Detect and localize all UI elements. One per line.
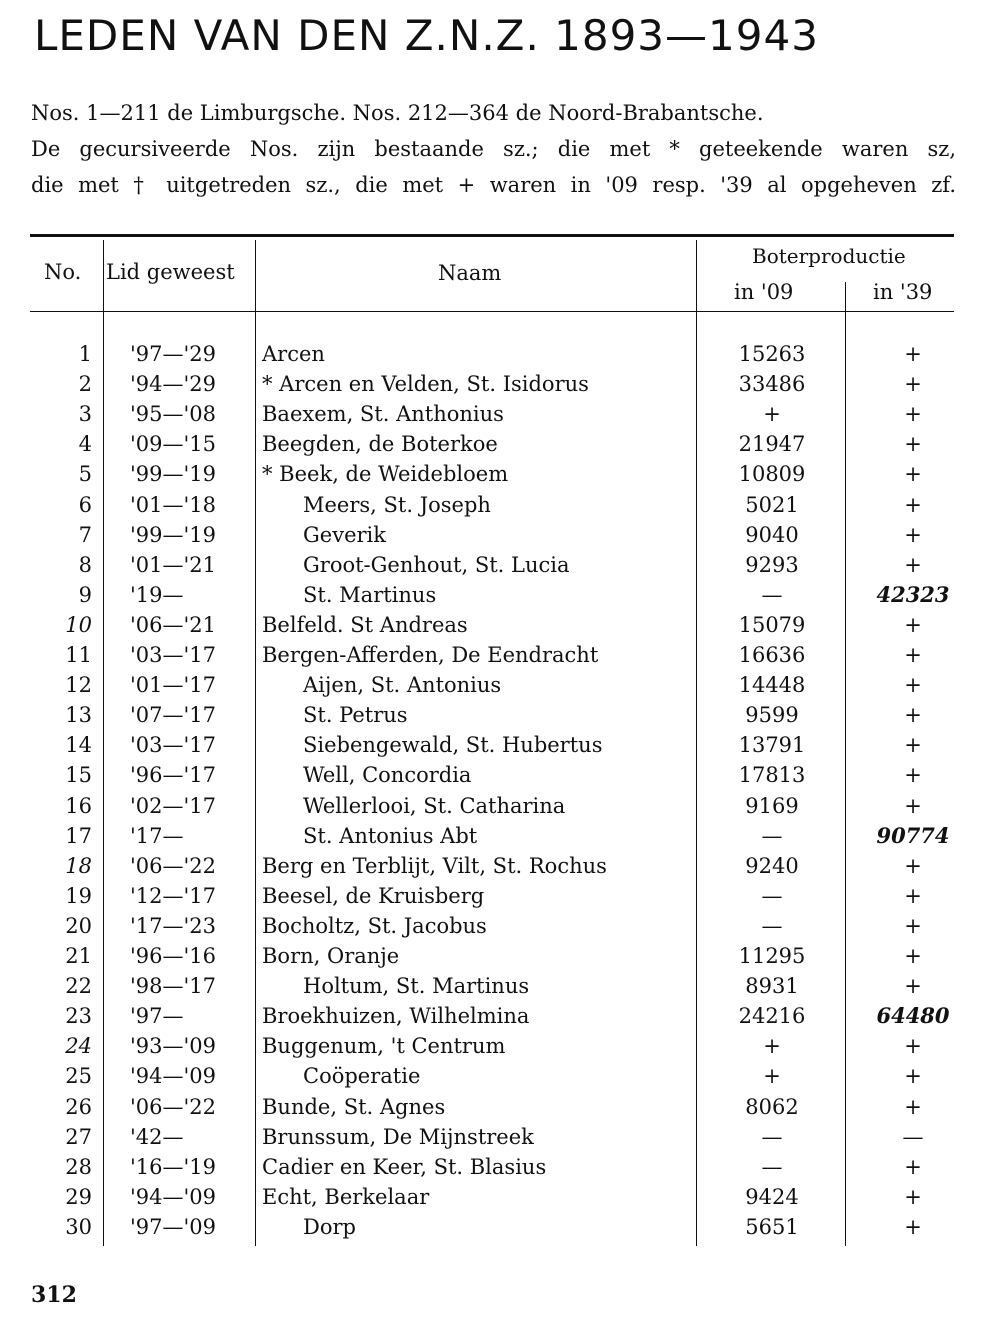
row-boter-39: +: [904, 612, 922, 637]
row-boter-09: 14448: [738, 673, 806, 698]
row-boter-09: 8931: [745, 974, 799, 999]
row-lid-geweest: '94—'09: [130, 1064, 216, 1089]
row-boter-09: —: [761, 582, 783, 607]
table-row: [0, 1182, 990, 1212]
row-naam: Geverik: [303, 522, 386, 547]
row-boter-39: +: [904, 342, 922, 366]
row-lid-geweest: '94—'29: [130, 372, 216, 397]
table-row: [0, 1031, 990, 1061]
intro-line-2: De gecursiveerde Nos. zijn bestaande sz.; die met * geteekende waren sz,: [31, 137, 956, 161]
table-row: [0, 760, 990, 790]
row-lid-geweest: '06—'22: [130, 1094, 216, 1119]
table-row: [0, 580, 990, 610]
row-boter-09: 16636: [738, 643, 806, 667]
row-boter-39: +: [904, 552, 922, 577]
row-boter-39: +: [904, 643, 922, 667]
intro-line-3: die met † uitgetreden sz., die met + waren in '09 resp. '39 al opgeheven zf.: [31, 173, 956, 197]
row-boter-39: 42323: [876, 581, 950, 607]
row-lid-geweest: '98—'17: [130, 974, 216, 999]
row-number: 30: [65, 1214, 92, 1239]
row-boter-09: 8062: [745, 1094, 799, 1119]
row-naam: St. Petrus: [303, 703, 408, 728]
row-boter-09: 9424: [745, 1184, 799, 1209]
row-number: 29: [65, 1184, 92, 1209]
row-boter-39: +: [904, 402, 922, 427]
row-lid-geweest: '16—'19: [130, 1154, 216, 1179]
row-boter-39: +: [904, 733, 922, 758]
row-boter-09: 13791: [738, 733, 806, 758]
row-boter-39: +: [904, 913, 922, 938]
row-boter-39: +: [904, 673, 922, 698]
table-row: [0, 911, 990, 941]
row-naam: St. Martinus: [303, 582, 437, 607]
table-row: [0, 1061, 990, 1091]
table-row: [0, 700, 990, 730]
row-boter-39: +: [904, 1214, 922, 1239]
row-boter-09: 9240: [745, 853, 799, 878]
row-naam: Groot-Genhout, St. Lucia: [303, 552, 570, 577]
row-naam: * Beek, de Weidebloem: [262, 462, 509, 487]
row-naam: Echt, Berkelaar: [262, 1184, 430, 1209]
row-naam: Berg en Terblijt, Vilt, St. Rochus: [262, 853, 607, 878]
table-row: [0, 640, 990, 670]
row-lid-geweest: '07—'17: [130, 703, 216, 728]
row-naam: Bocholtz, St. Jacobus: [262, 913, 487, 938]
row-lid-geweest: '93—'09: [130, 1034, 216, 1059]
row-number: 9: [78, 582, 92, 607]
header-boterproductie: Boterproductie: [752, 244, 906, 268]
table-row: [0, 851, 990, 881]
row-boter-09: +: [763, 402, 781, 427]
table-row: [0, 610, 990, 640]
row-naam: Holtum, St. Martinus: [303, 974, 530, 999]
table-row: [0, 520, 990, 550]
row-naam: Meers, St. Joseph: [303, 492, 491, 517]
row-boter-39: +: [904, 522, 922, 547]
row-boter-09: 21947: [738, 432, 806, 457]
row-naam: Dorp: [303, 1214, 356, 1239]
table-row: [0, 821, 990, 851]
row-number: 1: [78, 342, 92, 366]
header-lid-geweest: Lid geweest: [106, 260, 235, 284]
row-boter-39: 64480: [876, 1003, 950, 1029]
row-lid-geweest: '96—'16: [130, 944, 216, 968]
header-in-09: in '09: [734, 280, 794, 304]
table-row: [0, 399, 990, 429]
row-lid-geweest: '99—'19: [130, 462, 216, 487]
row-number: 25: [65, 1064, 92, 1089]
row-number: 10: [65, 612, 92, 637]
row-naam: Belfeld. St Andreas: [262, 612, 468, 637]
row-naam: St. Antonius Abt: [303, 823, 478, 848]
row-boter-09: 33486: [738, 372, 806, 397]
row-number: 26: [65, 1094, 92, 1119]
row-boter-39: +: [904, 1154, 922, 1179]
row-lid-geweest: '17—'23: [130, 913, 216, 938]
table-row: [0, 459, 990, 489]
row-lid-geweest: '96—'17: [130, 763, 216, 788]
row-boter-09: 11295: [738, 944, 806, 968]
row-boter-39: +: [904, 1064, 922, 1089]
row-lid-geweest: '06—'21: [130, 612, 216, 637]
table-top-rule: [30, 234, 954, 237]
row-number: 28: [65, 1154, 92, 1179]
row-boter-39: +: [904, 1184, 922, 1209]
row-number: 7: [78, 522, 92, 547]
row-lid-geweest: '42—: [130, 1124, 184, 1149]
row-number: 19: [65, 883, 92, 908]
table-row: [0, 791, 990, 821]
row-number: 20: [65, 913, 92, 938]
row-boter-09: 15263: [738, 342, 806, 366]
row-boter-09: 9293: [745, 552, 799, 577]
row-naam: Siebengewald, St. Hubertus: [303, 733, 603, 758]
row-lid-geweest: '01—'18: [130, 492, 216, 517]
row-boter-39: +: [904, 703, 922, 728]
table-row: [0, 550, 990, 580]
row-naam: Bergen-Afferden, De Eendracht: [262, 643, 599, 667]
row-number: 24: [65, 1034, 92, 1059]
table-row: [0, 730, 990, 760]
row-lid-geweest: '01—'21: [130, 552, 216, 577]
table-row: [0, 881, 990, 911]
row-number: 3: [78, 402, 92, 427]
row-lid-geweest: '02—'17: [130, 793, 216, 818]
table-row: [0, 1212, 990, 1242]
row-number: 16: [65, 793, 92, 818]
row-lid-geweest: '19—: [130, 582, 184, 607]
row-lid-geweest: '01—'17: [130, 673, 216, 698]
header-naam: Naam: [438, 261, 502, 285]
row-boter-09: 24216: [738, 1004, 806, 1029]
intro-line-1: Nos. 1—211 de Limburgsche. Nos. 212—364 de Noord-Brabantsche.: [31, 101, 764, 125]
row-boter-39: +: [904, 372, 922, 397]
row-number: 8: [78, 552, 92, 577]
row-lid-geweest: '97—'09: [130, 1214, 216, 1239]
row-number: 5: [78, 462, 92, 487]
row-number: 2: [78, 372, 92, 397]
row-boter-39: +: [904, 1094, 922, 1119]
row-naam: Brunssum, De Mijnstreek: [262, 1124, 534, 1149]
row-boter-39: +: [904, 763, 922, 788]
row-boter-09: 5651: [745, 1214, 799, 1239]
row-boter-09: 5021: [745, 492, 799, 517]
row-number: 17: [65, 823, 92, 848]
row-naam: Beesel, de Kruisberg: [262, 883, 485, 908]
table-row: [0, 1122, 990, 1152]
row-naam: Well, Concordia: [303, 763, 472, 788]
row-lid-geweest: '03—'17: [130, 643, 216, 667]
row-lid-geweest: '97—'29: [130, 342, 216, 366]
row-boter-39: +: [904, 944, 922, 968]
row-number: 21: [65, 944, 92, 968]
row-number: 12: [65, 673, 92, 698]
row-naam: Coöperatie: [303, 1064, 421, 1089]
row-boter-09: 17813: [738, 763, 806, 788]
row-lid-geweest: '95—'08: [130, 402, 216, 427]
row-boter-09: —: [761, 883, 783, 908]
row-number: 13: [65, 703, 92, 728]
row-naam: Beegden, de Boterkoe: [262, 432, 498, 457]
row-boter-39: +: [904, 793, 922, 818]
row-naam: Born, Oranje: [262, 944, 400, 968]
row-lid-geweest: '99—'19: [130, 522, 216, 547]
row-boter-39: +: [904, 462, 922, 487]
row-naam: Arcen: [262, 342, 325, 366]
header-bottom-rule: [30, 311, 954, 312]
row-number: 27: [65, 1124, 92, 1149]
row-boter-39: +: [904, 432, 922, 457]
row-number: 22: [65, 974, 92, 999]
row-number: 4: [78, 432, 92, 457]
row-naam: Broekhuizen, Wilhelmina: [262, 1004, 530, 1029]
row-boter-39: +: [904, 853, 922, 878]
row-boter-39: +: [904, 492, 922, 517]
table-row: [0, 429, 990, 459]
row-boter-09: —: [761, 913, 783, 938]
row-boter-39: +: [904, 974, 922, 999]
row-naam: Bunde, St. Agnes: [262, 1094, 446, 1119]
row-number: 15: [65, 763, 92, 788]
row-boter-09: —: [761, 1124, 783, 1149]
row-number: 23: [65, 1004, 92, 1029]
table-row: [0, 941, 990, 971]
row-boter-39: +: [904, 883, 922, 908]
table-row: [0, 971, 990, 1001]
table-row: [0, 670, 990, 700]
row-naam: Buggenum, 't Centrum: [262, 1034, 506, 1059]
row-boter-09: +: [763, 1034, 781, 1059]
row-boter-09: 10809: [738, 462, 806, 487]
row-naam: Cadier en Keer, St. Blasius: [262, 1154, 547, 1179]
row-boter-39: —: [902, 1124, 924, 1149]
row-lid-geweest: '03—'17: [130, 733, 216, 758]
row-boter-09: 9599: [745, 703, 799, 728]
table-row: [0, 1001, 990, 1031]
table-row: [0, 339, 990, 369]
row-lid-geweest: '12—'17: [130, 883, 216, 908]
row-boter-09: —: [761, 1154, 783, 1179]
row-number: 11: [65, 643, 92, 667]
row-naam: Wellerlooi, St. Catharina: [303, 793, 566, 818]
table-row: [0, 369, 990, 399]
page-title: LEDEN VAN DEN Z.N.Z. 1893—1943: [34, 11, 819, 60]
row-boter-09: 9169: [745, 793, 799, 818]
row-naam: * Arcen en Velden, St. Isidorus: [262, 372, 589, 397]
row-lid-geweest: '94—'09: [130, 1184, 216, 1209]
row-lid-geweest: '09—'15: [130, 432, 216, 457]
row-naam: Aijen, St. Antonius: [303, 673, 502, 698]
row-naam: Baexem, St. Anthonius: [262, 402, 504, 427]
table-row: [0, 1092, 990, 1122]
row-boter-09: —: [761, 823, 783, 848]
row-boter-09: 9040: [745, 522, 799, 547]
row-lid-geweest: '97—: [130, 1004, 184, 1029]
row-boter-09: 15079: [738, 612, 806, 637]
row-boter-39: +: [904, 1034, 922, 1059]
header-no: No.: [44, 260, 82, 284]
row-boter-09: +: [763, 1064, 781, 1089]
row-number: 6: [78, 492, 92, 517]
table-row: [0, 490, 990, 520]
row-number: 14: [65, 733, 92, 758]
row-boter-39: 90774: [876, 822, 950, 848]
page-number: 312: [31, 1282, 77, 1308]
table-row: [0, 1152, 990, 1182]
header-in-39: in '39: [873, 280, 933, 304]
row-number: 18: [65, 853, 92, 878]
row-lid-geweest: '17—: [130, 823, 184, 848]
row-lid-geweest: '06—'22: [130, 853, 216, 878]
